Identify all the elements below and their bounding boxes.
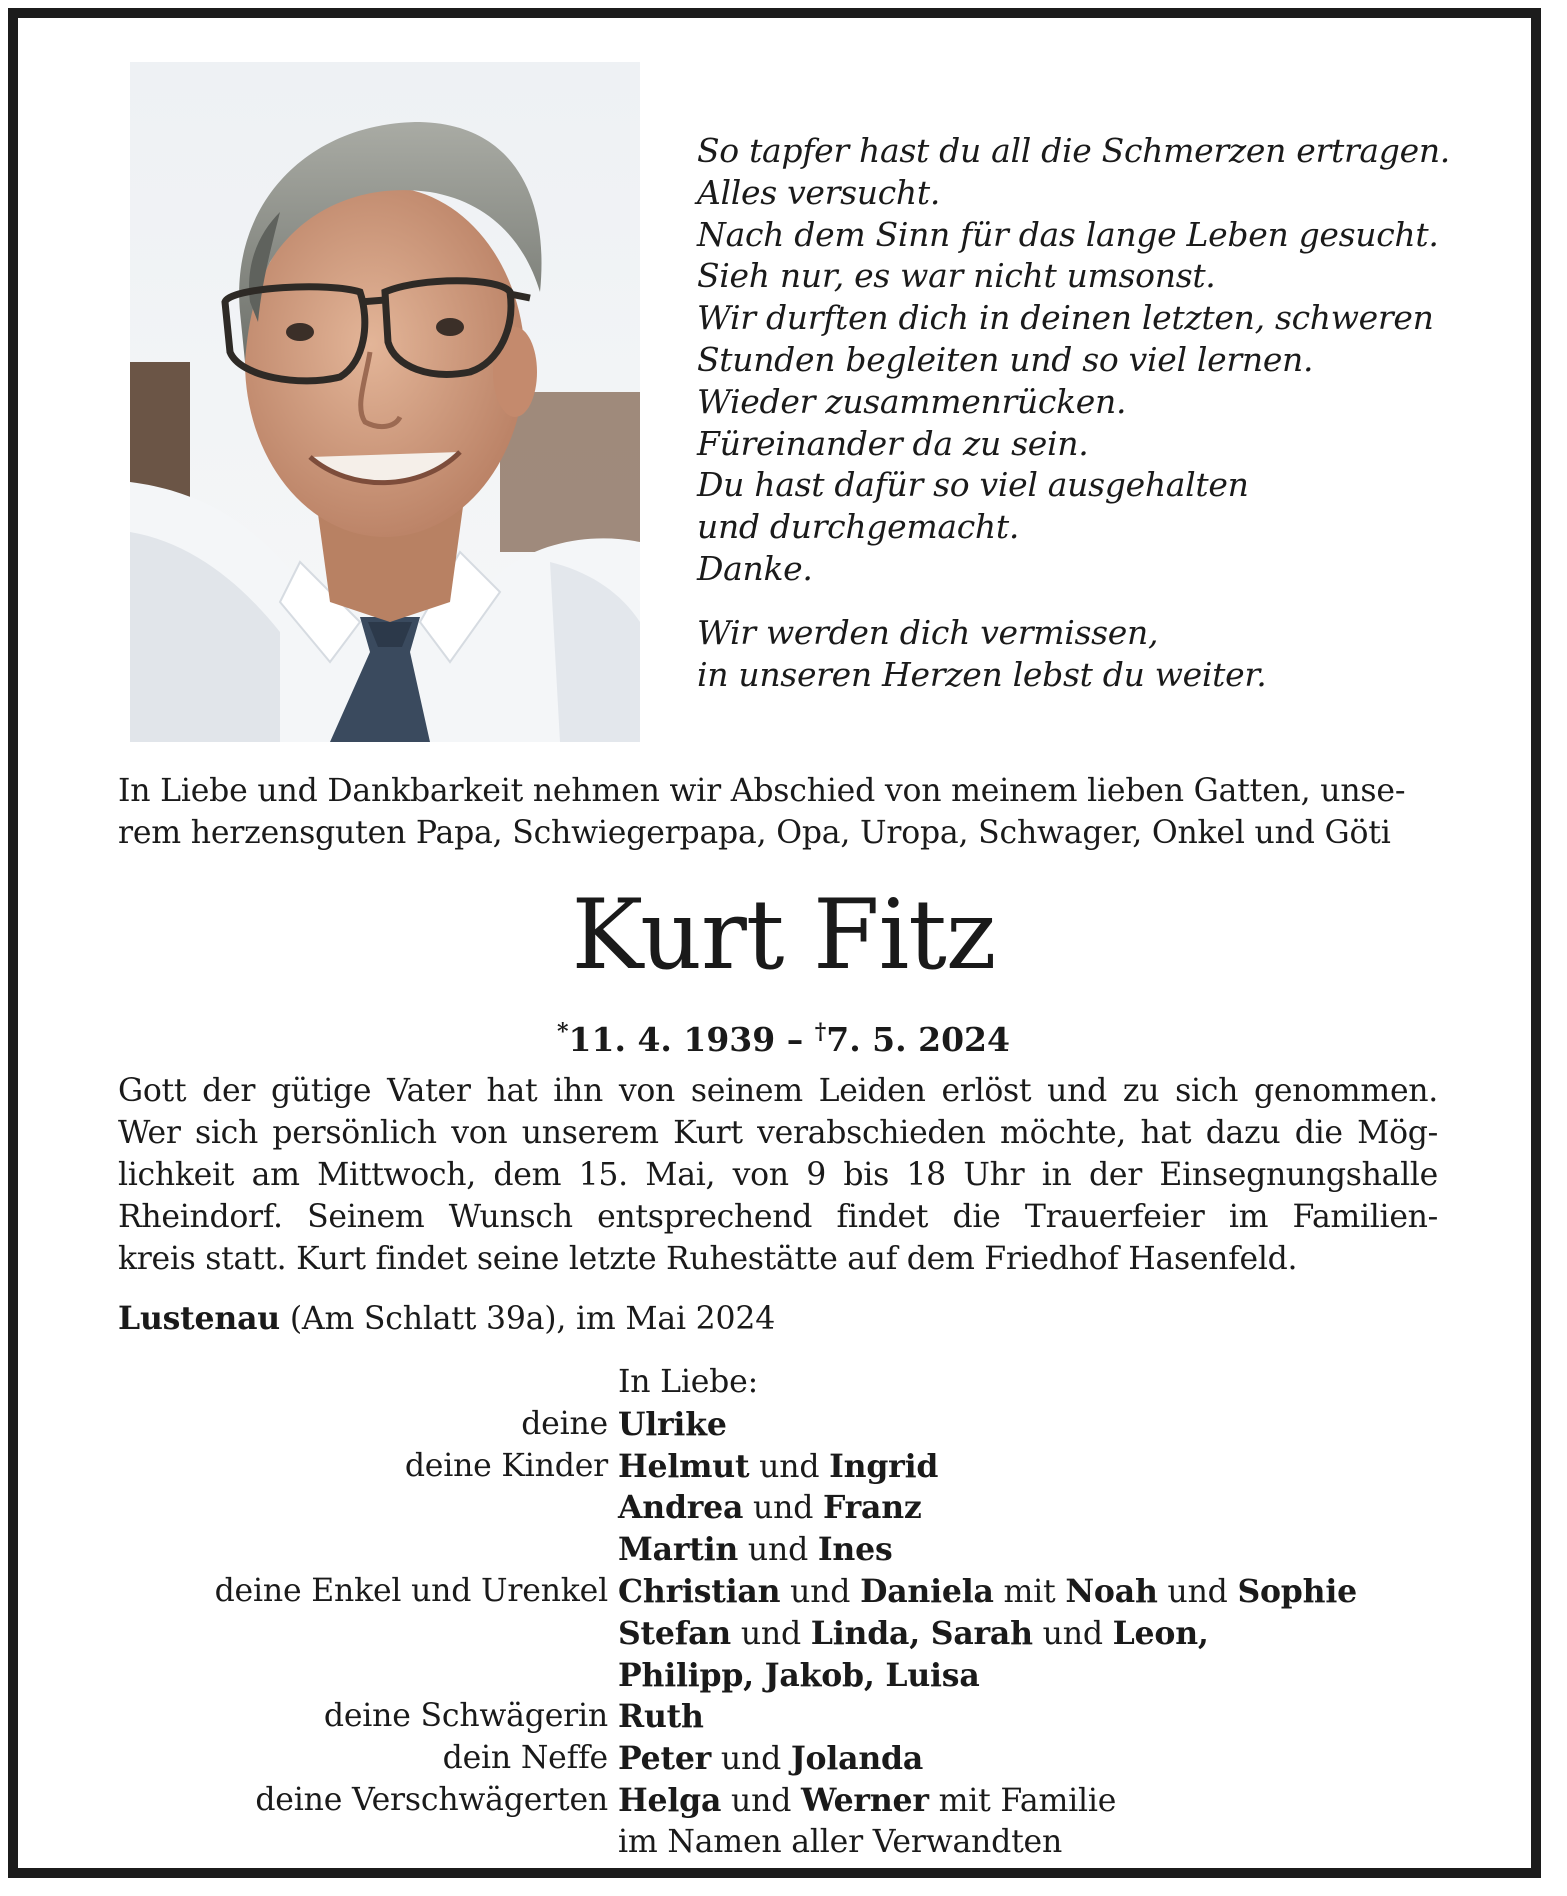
place-and-date xyxy=(118,1298,775,1340)
portrait-photo xyxy=(130,62,640,742)
intro-line: rem herzensguten Papa, Schwiegerpapa, Opa, Uropa, Schwager, Onkel und Göti xyxy=(118,815,1391,851)
poem-line: Alles versucht. xyxy=(697,172,941,212)
connector-text: mit xyxy=(993,1573,1066,1610)
relative-names xyxy=(618,1446,1567,1488)
connector-text: und xyxy=(731,1615,811,1652)
connector-text: und xyxy=(1157,1573,1238,1610)
poem-line: und durchgemacht. xyxy=(697,507,1020,547)
relative-name: Christian xyxy=(618,1572,781,1610)
relation-label: deine xyxy=(521,1405,608,1442)
relative-names xyxy=(618,1487,1567,1529)
relative-name: Ulrike xyxy=(618,1405,727,1443)
relative-name: Andrea xyxy=(618,1489,744,1527)
date-separator: – xyxy=(775,1020,815,1059)
relative-name: Franz xyxy=(822,1489,922,1527)
poem-line: in unseren Herzen lebst du weiter. xyxy=(697,654,1267,694)
relative-names xyxy=(618,1571,1567,1613)
family-heading-row xyxy=(0,1362,1567,1404)
place-city: Lustenau xyxy=(118,1300,280,1337)
connector-text: und xyxy=(721,1782,801,1819)
death-symbol: † xyxy=(814,1019,827,1045)
body-line: kreis statt. Kurt findet seine letzte Ruhestätte auf dem Friedhof Hasenfeld. xyxy=(118,1241,1298,1277)
poem-stanza-2 xyxy=(697,612,1477,696)
body-line: Gott der gütige Vater hat ihn von seinem Leiden erlöst und zu sich genommen. xyxy=(118,1073,1438,1109)
connector-text: und xyxy=(743,1490,823,1527)
connector-text: mit Familie xyxy=(928,1782,1117,1819)
family-row xyxy=(0,1822,1567,1864)
connector-text: und xyxy=(749,1448,830,1485)
family-row xyxy=(0,1738,1567,1780)
poem-line: So tapfer hast du all die Schmerzen ertragen. xyxy=(697,131,1450,170)
poem xyxy=(697,130,1477,695)
relation-label xyxy=(0,1655,618,1697)
connector-text: und xyxy=(780,1573,861,1610)
relative-names xyxy=(618,1822,1567,1864)
family-row xyxy=(0,1487,1567,1529)
relative-name: Stefan xyxy=(618,1614,732,1652)
poem-line: Wieder zusammenrücken. xyxy=(697,381,1127,421)
deceased-name: Kurt Fitz xyxy=(571,879,996,991)
life-dates xyxy=(0,1010,1567,1062)
poem-line: Sieh nur, es war nicht umsonst. xyxy=(697,256,1216,296)
relative-name: Ruth xyxy=(618,1698,704,1736)
relative-name: Helga xyxy=(618,1781,722,1819)
relative-names xyxy=(618,1529,1567,1571)
relation-label xyxy=(0,1487,618,1529)
relative-name: Peter xyxy=(618,1740,712,1778)
poem-line: Stunden begleiten und so viel lernen. xyxy=(697,339,1314,379)
relative-name: Ingrid xyxy=(829,1447,939,1485)
family-row xyxy=(0,1404,1567,1446)
relation-label xyxy=(0,1529,618,1571)
family-row xyxy=(0,1696,1567,1738)
family-row xyxy=(0,1529,1567,1571)
poem-line: Du hast dafür so viel ausgehalten xyxy=(697,465,1249,505)
birth-date: 11. 4. 1939 xyxy=(568,1020,776,1059)
relative-names xyxy=(618,1404,1567,1446)
relation-label: dein Neffe xyxy=(442,1740,608,1777)
family-row xyxy=(0,1655,1567,1697)
relative-name: Noah xyxy=(1065,1572,1158,1610)
poem-line: Wir durften dich in deinen letzten, schweren xyxy=(697,298,1434,338)
relation-label: deine Verschwägerten xyxy=(255,1781,608,1818)
relative-name: Helmut xyxy=(618,1447,750,1485)
body-line: lichkeit am Mittwoch, dem 15. Mai, von 9 bis 18 Uhr in der Einsegnungshalle xyxy=(118,1157,1438,1193)
family-row xyxy=(0,1780,1567,1822)
body-line: Rheindorf. Seinem Wunsch entsprechend findet die Trauerfeier im Familien- xyxy=(118,1199,1438,1235)
relation-label xyxy=(0,1822,618,1864)
relative-name: Werner xyxy=(800,1781,929,1819)
relative-name: Martin xyxy=(618,1531,739,1569)
relative-name: Daniela xyxy=(860,1572,994,1610)
connector-text: im Namen aller Verwandten xyxy=(618,1823,1063,1860)
poem-line: Füreinander da zu sein. xyxy=(697,423,1089,463)
relative-names xyxy=(618,1613,1567,1655)
relation-label: deine Kinder xyxy=(404,1447,608,1484)
connector-text: und xyxy=(738,1532,818,1569)
place-rest: (Am Schlatt 39a), im Mai 2024 xyxy=(280,1301,776,1337)
family-list xyxy=(0,1362,1567,1864)
poem-stanza-1 xyxy=(697,130,1477,590)
connector-text: und xyxy=(711,1741,791,1778)
poem-line: Wir werden dich vermissen, xyxy=(697,612,1159,652)
relative-name: Philipp, Jakob, Luisa xyxy=(618,1656,980,1694)
relative-name: Leon, xyxy=(1112,1614,1209,1652)
body-line: Wer sich persönlich von unserem Kurt verabschieden möchte, hat dazu die Mög- xyxy=(118,1115,1438,1151)
relative-name: Jolanda xyxy=(790,1740,924,1778)
announcement-text xyxy=(118,1070,1438,1280)
relative-names xyxy=(618,1696,1567,1738)
death-date: 7. 5. 2024 xyxy=(826,1020,1010,1059)
family-row xyxy=(0,1571,1567,1613)
portrait-illustration xyxy=(130,62,640,742)
relative-name: Linda, Sarah xyxy=(810,1614,1033,1652)
family-heading: In Liebe: xyxy=(618,1364,758,1400)
family-rows xyxy=(0,1404,1567,1864)
relative-name: Ines xyxy=(817,1531,893,1569)
family-row xyxy=(0,1613,1567,1655)
relative-names xyxy=(618,1655,1567,1697)
poem-line: Nach dem Sinn für das lange Leben gesucht. xyxy=(697,214,1439,254)
intro-line: In Liebe und Dankbarkeit nehmen wir Abschied von meinem lieben Gatten, unse- xyxy=(118,773,1406,809)
poem-line: Danke. xyxy=(697,548,813,588)
relative-names xyxy=(618,1780,1567,1822)
intro-paragraph xyxy=(118,770,1438,854)
birth-symbol: * xyxy=(557,1019,569,1045)
relative-names xyxy=(618,1738,1567,1780)
family-row xyxy=(0,1446,1567,1488)
connector-text: und xyxy=(1032,1615,1113,1652)
relation-label xyxy=(0,1613,618,1655)
relation-label: deine Enkel und Urenkel xyxy=(214,1572,608,1609)
relative-name: Sophie xyxy=(1237,1572,1357,1610)
relation-label: deine Schwägerin xyxy=(323,1698,608,1735)
